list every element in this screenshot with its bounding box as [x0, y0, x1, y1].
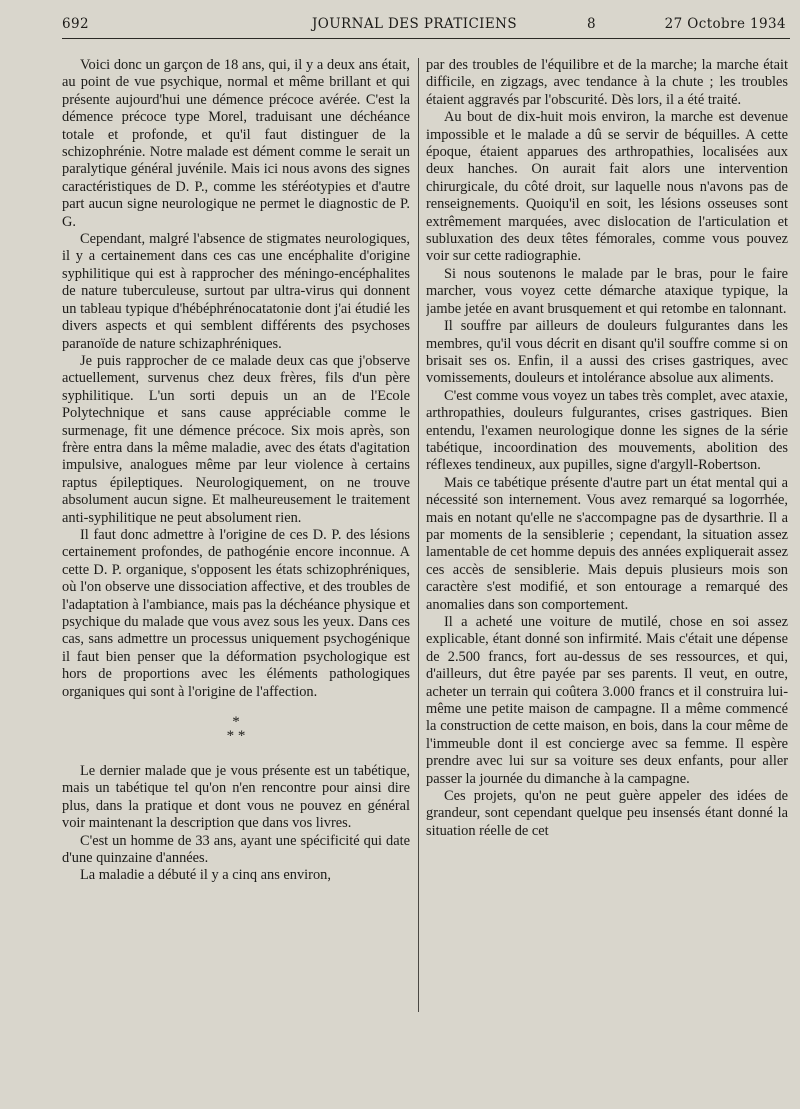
paragraph: Voici donc un garçon de 18 ans, qui, il y a deux ans était, au point de vue psychique, normal et même brillant et qui présente aujourd'hui une démence précoce avérée. C'est la démence précoce type Morel, traduisant une déchéance totale et profonde, et qu'il faut distinguer de la schizophrénie. Notre malade est dément comme le serait un paralytique général juvénile. Mais ici nous avons des signes caractéristiques de D. P., comme les stéréotypies et d'autre part aucun signe neurologique ne permet le diagnostic de P. G. [62, 57, 410, 230]
paragraph: Je puis rapprocher de ce malade deux cas que j'observe actuellement, survenus chez deux frères, fils d'un père syphilitique. L'un sorti depuis un an de l'Ecole Polytechnique et sans cause appréciable comme le surmenage, fit une démence précoce. Six mois après, son frère entra dans la même maladie, avec des états d'agitation impulsive, analogues même par leur violence à certains raptus épileptiques. Neurologiquement, on ne trouve absolument aucun signe. Et malheureusement le traitement anti-syphilitique ne peut absolument rien. [62, 352, 410, 526]
right-column [426, 57, 788, 1097]
header-rule [62, 38, 790, 39]
paragraph: C'est comme vous voyez un tabes très complet, avec ataxie, arthropathies, douleurs fulgurantes, crises gastriques. Bien entendu, l'examen neurologique donne les signes de la série tabétique, incoordination des mouvements, abolition des réflexes tendineux, aux pupilles, signe d'argyll-Robertson. [426, 387, 788, 474]
paragraph: La maladie a débuté il y a cinq ans environ, [80, 867, 331, 884]
separator-star: * [232, 714, 240, 731]
paragraph: Mais ce tabétique présente d'autre part un état mental qui a nécessité son internement. Vous avez remarqué sa logorrhée, mais en notant qu'elle ne s'accompagne pas de dysarthrie. Il a par moments de la sensiblerie ; cependant, la situation assez lamentable de cet homme depuis des années expliquerait assez ces accès de sensiblerie. Mais depuis plusieurs mois son caractère s'est modifié, et son entourage a remarqué des anomalies dans son comportement. [426, 474, 788, 613]
issue-number: 8 [587, 16, 596, 32]
paragraph: Ces projets, qu'on ne peut guère appeler des idées de grandeur, sont cependant quelque peu insensés étant donné la situation réelle de cet [426, 788, 788, 839]
paragraph: Il a acheté une voiture de mutilé, chose en soi assez explicable, étant donné son infirmité. Mais c'était une dépense de 2.500 francs, fort au-dessus de ses ressources, et qui, d'ailleurs, dut être payée par ses parents. Il veut, en outre, acheter un terrain qui coûtera 3.000 francs et il construira lui-même une petite maison de campagne. Il a même commencé la construction de cette maison, en bois, dans la cour même de l'immeuble dont il est concierge avec sa femme. Il espère prendre avec lui sur sa voiture ses deux enfants, pour aller passer la journée du dimanche à la campagne. [426, 614, 788, 787]
journal-title: JOURNAL DES PRATICIENS [312, 16, 518, 32]
page-number: 692 [62, 16, 89, 32]
paragraph: C'est un homme de 33 ans, ayant une spécificité qui date d'une quinzaine d'années. [62, 832, 410, 867]
separator-stars: * * [226, 728, 246, 745]
left-column [62, 57, 410, 1097]
paragraph: Le dernier malade que je vous présente est un tabétique, mais un tabétique tel qu'on n'en rencontre pour ainsi dire plus, dans la pratique et dont vous ne pouvez en général voir maintenant la description que dans vos livres. [62, 763, 410, 832]
section-separator [62, 715, 410, 743]
running-header [62, 16, 786, 38]
paragraph: Cependant, malgré l'absence de stigmates neurologiques, il y a certainement dans ces cas une encéphalite d'origine syphilitique qui est à rapprocher des méningo-encéphalites de nature tuberculeuse, surtout par ultra-virus qui donnent un tableau typique d'hébéphrénocatatonie dont j'ai étudié les divers aspects et qui semblent différents des psychoses paranoïde de nature schizaphréniques. [62, 231, 410, 352]
paragraph: Il souffre par ailleurs de douleurs fulgurantes dans les membres, qu'il vous décrit en disant qu'il souffre comme si on brisait ses os. Enfin, il a aussi des crises gastriques, avec vomissements, douleurs et intolérance absolue aux aliments. [426, 318, 788, 387]
paragraph: par des troubles de l'équilibre et de la marche; la marche était difficile, en zigzags, avec tendance à la chute ; les troubles étaient aggravés par l'obscurité. Dès lors, il a été traité. [426, 57, 788, 108]
paragraph: Au bout de dix-huit mois environ, la marche est devenue impossible et le malade a dû se servir de béquilles. A cette époque, étaient apparues des arthropathies, localisées aux deux hanches. On aurait fait alors une intervention chirurgicale, du côté droit, sur laquelle nous n'avons pas de renseignements. Quoiqu'il en soit, les lésions osseuses sont extrêmement marquées, avec dislocation de l'articulation et subluxation des deux têtes fémorales, comme vous pouvez voir sur cette radiographie. [426, 109, 788, 265]
paragraph: Si nous soutenons le malade par le bras, pour le faire marcher, vous voyez cette démarche ataxique typique, la jambe jetée en avant brusquement et qui retombe en talonnant. [426, 265, 788, 317]
issue-date: 27 Octobre 1934 [664, 16, 786, 32]
paragraph: Il faut donc admettre à l'origine de ces D. P. des lésions certainement profondes, de pathogénie encore inconnue. A cette D. P. organique, s'opposent les états schizophréniques, où l'on observe une dissociation affective, et des troubles de l'adaptation à l'ambiance, mais pas la déchéance physique et psychique du malade que vous avez sous les yeux. Dans ces cas, sans admettre un processus uniquement psychogénique il faut bien penser que la déformation psychologique est hors de proportions avec les éléments pathologiques organiques qui sont à l'origine de l'affection. [62, 526, 410, 700]
column-divider [418, 58, 419, 1012]
